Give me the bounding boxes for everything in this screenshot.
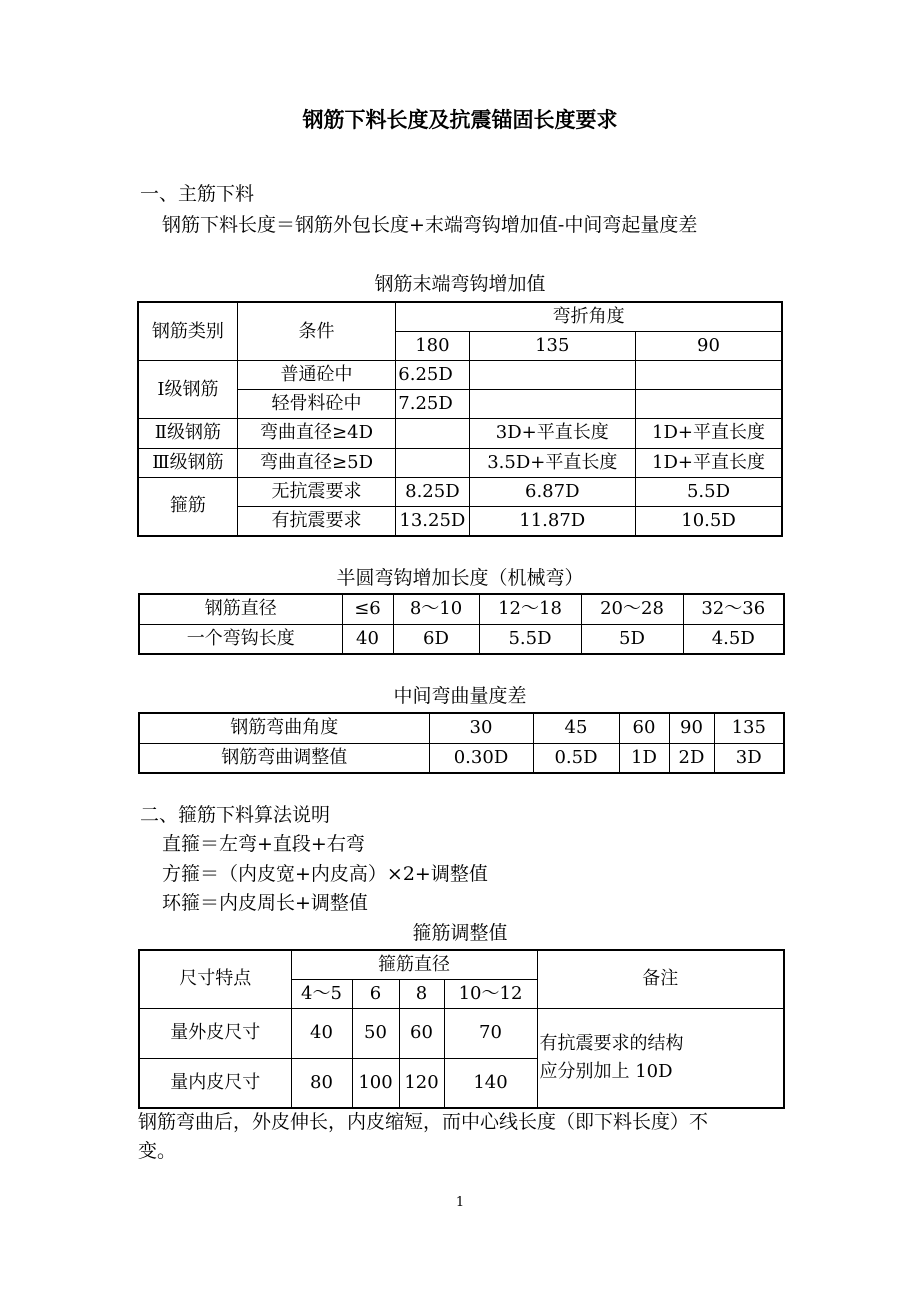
- stirrup-label: 箍筋: [138, 477, 237, 536]
- table-cell: [636, 390, 782, 419]
- table4-caption: 箍筋调整值: [412, 922, 508, 944]
- table-cell: 轻骨料砼中: [237, 390, 395, 419]
- table-cell: 无抗震要求: [237, 477, 395, 506]
- table-cell: 5.5D: [636, 477, 782, 506]
- header-90: 90: [636, 332, 782, 361]
- table-cell: 20～28: [581, 594, 683, 624]
- header-size: 尺寸特点: [139, 950, 291, 1008]
- table-cell: [636, 361, 782, 390]
- table-cell: 8.25D: [396, 477, 469, 506]
- section2-heading: 二、箍筋下料算法说明: [140, 804, 331, 826]
- table-cell: 40: [342, 624, 393, 654]
- grade2-label: Ⅱ级钢筋: [138, 419, 237, 448]
- table-cell: 2D: [669, 743, 714, 773]
- table-cell: 钢筋直径: [139, 594, 342, 624]
- table-cell: 1D: [619, 743, 669, 773]
- table-cell: 45: [533, 713, 619, 743]
- table-cell: 11.87D: [469, 506, 636, 536]
- hook-increase-table: [137, 301, 783, 537]
- table-cell: 80: [291, 1058, 352, 1108]
- header-type: 钢筋类别: [138, 302, 237, 361]
- table-cell: 10～12: [444, 979, 537, 1008]
- semicircle-hook-table: [138, 593, 785, 655]
- table-cell: [396, 448, 469, 477]
- table-cell: 10.5D: [636, 506, 782, 536]
- table-cell: 1D+平直长度: [636, 419, 782, 448]
- table-cell: 3.5D+平直长度: [469, 448, 636, 477]
- header-angle: 弯折角度: [396, 302, 782, 332]
- grade1-label: Ⅰ级钢筋: [138, 361, 237, 419]
- table-cell: 钢筋弯曲角度: [139, 713, 429, 743]
- table-cell: 普通砼中: [237, 361, 395, 390]
- table-cell: 60: [619, 713, 669, 743]
- footer-line1: 钢筋弯曲后，外皮伸长，内皮缩短，而中心线长度（即下料长度）不: [138, 1111, 709, 1133]
- table-cell: 7.25D: [396, 390, 469, 419]
- table-cell: 90: [669, 713, 714, 743]
- note-line1: 有抗震要求的结构: [539, 1032, 684, 1054]
- header-diameter: 箍筋直径: [291, 950, 537, 979]
- section1-formula: 钢筋下料长度＝钢筋外包长度+末端弯钩增加值-中间弯起量度差: [162, 214, 698, 236]
- table-cell: [469, 361, 636, 390]
- outer-label: 量外皮尺寸: [139, 1008, 291, 1058]
- table-cell: 100: [352, 1058, 399, 1108]
- table-cell: 0.30D: [429, 743, 533, 773]
- section2-line3: 环箍＝内皮周长+调整值: [162, 892, 368, 914]
- table1-caption: 钢筋末端弯钩增加值: [374, 273, 546, 295]
- table-cell: ≤6: [342, 594, 393, 624]
- table-cell: 有抗震要求: [237, 506, 395, 536]
- table-cell: 13.25D: [396, 506, 469, 536]
- table-cell: 120: [399, 1058, 444, 1108]
- table-cell: 60: [399, 1008, 444, 1058]
- table-cell: [469, 390, 636, 419]
- note-line2: 应分别加上 10D: [539, 1060, 673, 1082]
- table-cell: 4.5D: [683, 624, 784, 654]
- page-number: 1: [455, 1195, 465, 1210]
- footer-line2: 变。: [138, 1140, 177, 1162]
- table-cell: 12～18: [479, 594, 581, 624]
- table-cell: 32～36: [683, 594, 784, 624]
- grade3-label: Ⅲ级钢筋: [138, 448, 237, 477]
- table-cell: 6: [352, 979, 399, 1008]
- table-cell: 5.5D: [479, 624, 581, 654]
- table-cell: 8: [399, 979, 444, 1008]
- inner-label: 量内皮尺寸: [139, 1058, 291, 1108]
- stirrup-adjust-table: [138, 949, 785, 1109]
- table-cell: 4～5: [291, 979, 352, 1008]
- table-cell: 6.25D: [396, 361, 469, 390]
- table-cell: 30: [429, 713, 533, 743]
- table2-caption: 半圆弯钩增加长度（机械弯）: [336, 567, 584, 589]
- table-cell: [396, 419, 469, 448]
- table-cell: 5D: [581, 624, 683, 654]
- header-note: 备注: [537, 950, 784, 1008]
- table-cell: 弯曲直径≥5D: [237, 448, 395, 477]
- page-title: 钢筋下料长度及抗震锚固长度要求: [302, 108, 618, 132]
- section2-line1: 直箍＝左弯+直段+右弯: [162, 833, 365, 855]
- table-cell: 一个弯钩长度: [139, 624, 342, 654]
- table-cell: 50: [352, 1008, 399, 1058]
- section2-line2: 方箍＝（内皮宽+内皮高）×2+调整值: [162, 863, 488, 885]
- table-cell: 135: [714, 713, 784, 743]
- table-cell: 140: [444, 1058, 537, 1108]
- table-cell: 8～10: [393, 594, 479, 624]
- table-cell: 6D: [393, 624, 479, 654]
- header-condition: 条件: [237, 302, 395, 361]
- table-cell: 70: [444, 1008, 537, 1058]
- table-cell: 弯曲直径≥4D: [237, 419, 395, 448]
- table3-caption: 中间弯曲量度差: [393, 685, 527, 707]
- table-cell: 6.87D: [469, 477, 636, 506]
- table-cell: 0.5D: [533, 743, 619, 773]
- table-cell: 40: [291, 1008, 352, 1058]
- table-cell: 3D: [714, 743, 784, 773]
- header-180: 180: [396, 332, 469, 361]
- header-135: 135: [469, 332, 636, 361]
- table-cell: 钢筋弯曲调整值: [139, 743, 429, 773]
- table-cell: 1D+平直长度: [636, 448, 782, 477]
- table-cell: 3D+平直长度: [469, 419, 636, 448]
- note-cell: [537, 1008, 784, 1108]
- section1-heading: 一、主筋下料: [140, 183, 255, 205]
- bending-difference-table: [138, 712, 785, 774]
